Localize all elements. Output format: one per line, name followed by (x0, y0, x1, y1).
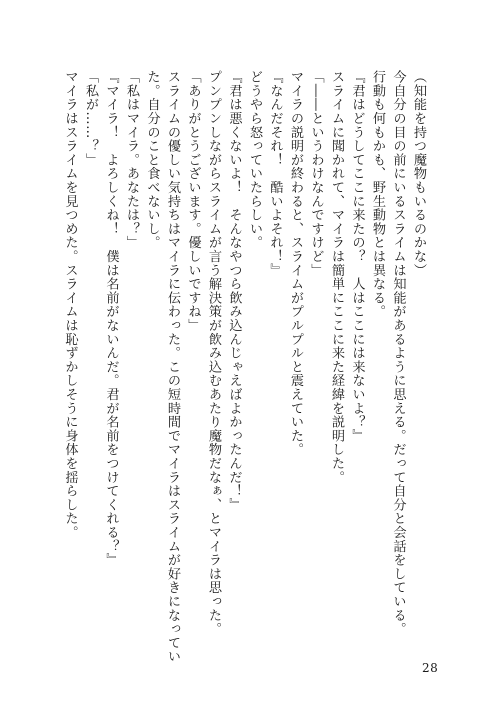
text-line: 今自分の目の前にいるスライムは知能があるように思える。だって自分と会話をしている。 (390, 70, 406, 636)
text-line: 「私が……？」 (83, 70, 98, 167)
text-line: 行動も何もかも、野生動物とは異なる。 (370, 70, 385, 319)
vertical-text-body (59, 70, 428, 664)
text-line: どうやら怒っていたらしい。 (247, 70, 262, 250)
text-line: 「ありがとうございます。優しいですね」 (185, 70, 201, 333)
text-line: 『なんだそれ！ 酷いよそれ！』 (267, 70, 283, 277)
text-line: た。自分のこと食べないし。 (144, 70, 160, 250)
text-line: 『マイラ！ よろしくね！ 僕は名前がないんだ。君が名前をつけてくれる？』 (103, 70, 119, 567)
text-line: プンプンしながらスライムが言う解決策が飲み込むあたり魔物だなぁ、とマイラは思った。 (206, 70, 221, 636)
text-line: マイラの説明が終わると、スライムがプルプルと震えていた。 (288, 70, 303, 457)
text-line: 「――というわけなんですけど」 (308, 70, 324, 277)
text-line: 「私はマイラ。あなたは？」 (124, 70, 139, 250)
text-line: スライムの優しい気持ちはマイラに伝わった。この短時間でマイラはスライムが好きになってい (165, 70, 180, 664)
text-line: スライムに聞かれて、マイラは簡単にここに来た経緯を説明した。 (329, 70, 344, 484)
text-line: マイラはスライムを見つめた。スライムは恥ずかしそうに身体を揺らした。 (62, 70, 78, 540)
text-line: 『君は悪くないよ！ そんなやつら飲み込んじゃえばよかったんだ！』 (226, 70, 242, 512)
page-number: 28 (422, 661, 439, 675)
text-line: （知能を持つ魔物もいるのかな） (411, 70, 426, 277)
text-line: 『君はどうしてここに来たの？ 人はここには来ないよ？』 (349, 70, 365, 443)
